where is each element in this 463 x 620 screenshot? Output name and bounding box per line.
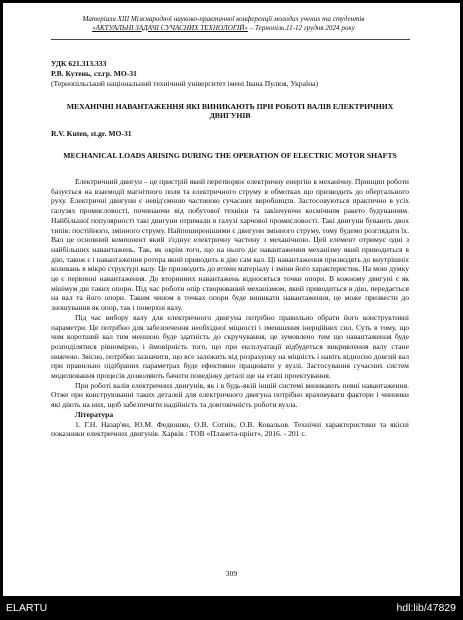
repository-name: ELARTU bbox=[6, 602, 48, 614]
header-divider bbox=[51, 39, 410, 40]
handle-id: hdl:lib/47829 bbox=[396, 602, 456, 614]
conference-name: «АКТУАЛЬНІ ЗАДАЧІ СУЧАСНИХ ТЕХНОЛОГІЙ» bbox=[92, 23, 248, 32]
author-en: R.V. Kuten, st.gr. MO-31 bbox=[51, 129, 132, 138]
author-ua: Р.В. Кутень, ст.гр. МО-31 bbox=[51, 69, 137, 78]
conference-header bbox=[25, 15, 422, 32]
udk-code: УДК 621.313.333 bbox=[51, 59, 107, 68]
paragraph: Під час вибору валу для електричного двигуна потрібно правильно обрати його конструктивні параметри. Це потрібно для забезпечення необхідної міцності і зменшення інерційних сил. Суть в тому, що чим коротший вал тим меншою буде здатність до скручування, це зумовлено тим що навантаження буде розподілятися рівномірно, і ймовірність того, що при експлуатації відбудеться викривлення валу стане нижчою. Звісно, потрібно зазначити, що все залежить від розрахунку на міцність і навіть відносно довгий вал при правильно підібраних параметрах буде ефективно працювати у вузлі. Застосування сучасних систем моделювання процесів дозволяють бачити поведінку деталі ще на етапі проектування. bbox=[51, 312, 409, 381]
literature-heading: Література bbox=[75, 409, 114, 419]
title-ua: МЕХАНІЧНІ НАВАНТАЖЕННЯ ЯКІ ВИНИКАЮТЬ ПРИ РОБОТІ ВАЛІВ ЕЛЕКТРИЧНИХ ДВИГУНІВ bbox=[66, 102, 394, 121]
repository-footer bbox=[0, 596, 463, 620]
title-en: MECHANICAL LOADS ARISING DURING THE OPERATION OF ELECTRIC MOTOR SHAFTS bbox=[63, 151, 397, 160]
article-body bbox=[51, 177, 409, 439]
header-line-2 bbox=[25, 24, 422, 33]
affiliation-ua: (Тернопільський національний технічний університет імені Івана Пулюя, Україна) bbox=[51, 79, 319, 88]
page-number: 309 bbox=[225, 569, 238, 578]
reference-item: 1. Г.Н. Назар'ян, Ю.М. Федюшко, О.В. Сотнік, О.В. Ковальов. Технічні характеристики та якісні показники електричних двигунів. Харків : ТОВ «Планета-прінт», 2016. - 201 с. bbox=[51, 419, 409, 439]
paragraph: Електричний двигун – це пристрій який перетворює електричну енергію в механічну. Принцип роботи базується на взаємодії магнітного поля та електричного струму в обмотках що призводить до обертального руху. Електричні двигуни є невід'ємною частиною сучасних виробництв. Застосовуються практично в усіх галузях промисловості, починаючи від побутової техніки та закінчуючи космічним ракето будуванням. Найбільшої популярності такі двигуни отримали в галузі харчової промисловості. Такі двигуни бувають двох типів: постійного, змінного струму. Найпоширенішими є двигуни змінного струму, тому будемо розглядати їх. Вал це основний компонент який з'єднує електричну частину з механічною. Цей елемент отримує одні з найбільших навантажень. Так, як окрім того, що на нього діє навантаження механізму який приводиться в дію, також є і навантаження ротора який приводить в дію сам вал. Ці навантаження призводять до внутрішніх коливань в мікро структурі валу. Це призводить до втоми матеріалу і зміни його характеристик. На мою думку це є первинні навантаження. До вторинних навантажень відносяться точки опори. В кожному двигуні є як мінімум дві таких опори. Під час роботи опір створюваний механізмом, який приводиться в дію, передається на вал та його опори. Таким чином в точках опори буде виникати навантаження, це може призвести до зношування як опор, так і поверхні валу. bbox=[51, 177, 409, 313]
paragraph: При роботі валів електричних двигунів, як і в будь-якій іншій системі виникають певні навантаження. Отже при конструюванні таких деталей для електричного двигуна потрібно враховувати фактори і чинники які діють на них, щоб забезпечити надійність та довговічність роботи вузла. bbox=[51, 380, 409, 410]
paper-page bbox=[3, 3, 460, 596]
conference-place-date: – Тернопіль,11-12 грудня 2024 року bbox=[247, 23, 355, 32]
header-line-1: Матеріали XIII Міжнародної науково-практичної конференції молодих учених та студентів bbox=[82, 15, 365, 23]
